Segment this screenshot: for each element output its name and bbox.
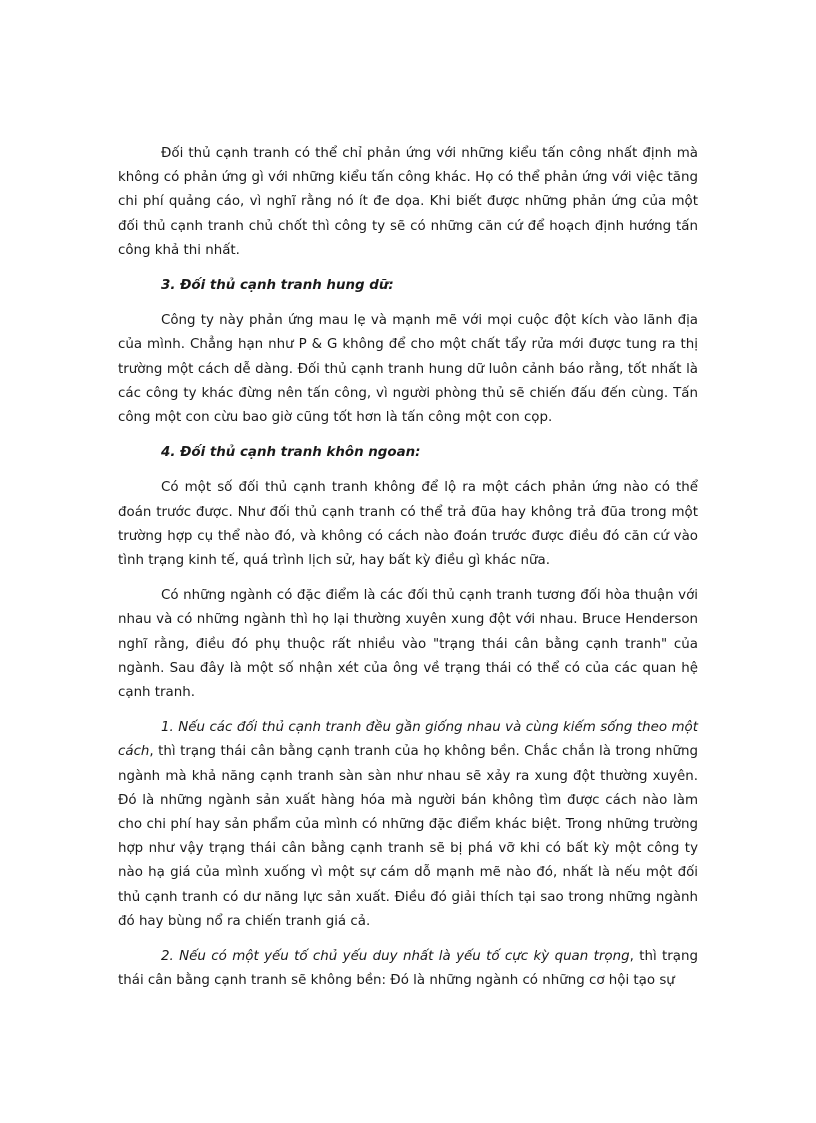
paragraph-unpredictable-competitor: Có một số đối thủ cạnh tranh không để lộ ra một cách phản ứng nào có thể đoán trước được. Như đối thủ cạnh tranh có thể trả đũa hay không trả đũa trong một trường hợp cụ thể nào đó, và không có cách nào đoán trước được điều đó căn cứ vào tình trạng kinh tế, quá trình lịch sử, hay bất kỳ điều gì khác nữa. xyxy=(118,480,698,569)
point-1-body: , thì trạng thái cân bằng cạnh tranh của họ không bền. Chắc chắn là trong những ngành mà khả năng cạnh tranh sàn sàn như nhau sẽ xảy ra xung đột thường xuyên. Đó là những ngành sản xuất hàng hóa mà người bán không tìm được cách nào làm cho chi phí hay sản phẩm của mình có những đặc điểm khác biệt. Trong những trường hợp như vậy trạng thái cân bằng cạnh tranh sẽ bị phá vỡ khi có bất kỳ một công ty nào hạ giá của mình xuống vì một sự cám dỗ mạnh mẽ nào đó, nhất là nếu một đối thủ cạnh tranh có dư năng lực sản xuất. Điều đó giải thích tại sao trong những ngành đó hay bùng nổ ra chiến tranh giá cả. xyxy=(118,744,698,929)
paragraph-competitor-reactions: Đối thủ cạnh tranh có thể chỉ phản ứng với những kiểu tấn công nhất định mà không có phản ứng gì với những kiểu tấn công khác. Họ có thể phản ứng với việc tăng chi phí quảng cáo, vì nghĩ rằng nó ít đe dọa. Khi biết được những phản ứng của một đối thủ cạnh tranh chủ chốt thì công ty sẽ có những căn cứ để hoạch định hướng tấn công khả thi nhất. xyxy=(118,146,698,258)
paragraph-point-1 xyxy=(118,716,698,934)
heading-clever-competitor: 4. Đối thủ cạnh tranh khôn ngoan: xyxy=(161,445,421,461)
paragraph-competitive-equilibrium: Có những ngành có đặc điểm là các đối thủ cạnh tranh tương đối hòa thuận với nhau và có những ngành thì họ lại thường xuyên xung đột với nhau. Bruce Henderson nghĩ rằng, điều đó phụ thuộc rất nhiều vào "trạng thái cân bằng cạnh tranh" của ngành. Sau đây là một số nhận xét của ông về trạng thái có thể có của các quan hệ cạnh tranh. xyxy=(118,588,698,701)
point-2-body: , thì trạng thái cân bằng cạnh tranh sẽ không bền: Đó là những ngành có những cơ hội tạo sự xyxy=(118,949,698,989)
paragraph-point-2 xyxy=(118,945,698,993)
point-1-italic-lead: 1. Nếu các đối thủ cạnh tranh đều gần giống nhau và cùng kiếm sống theo một cách xyxy=(118,720,698,760)
paragraph-aggressive-competitor: Công ty này phản ứng mau lẹ và mạnh mẽ với mọi cuộc đột kích vào lãnh địa của mình. Chẳng hạn như P & G không để cho một chất tẩy rửa mới được tung ra thị trường một cách dễ dàng. Đối thủ cạnh tranh hung dữ luôn cảnh báo rằng, tốt nhất là các công ty khác đừng nên tấn công, vì người phòng thủ sẽ chiến đấu đến cùng. Tấn công một con cừu bao giờ cũng tốt hơn là tấn công một con cọp. xyxy=(118,313,698,426)
point-2-italic-lead: 2. Nếu có một yếu tố chủ yếu duy nhất là yếu tố cực kỳ quan trọng xyxy=(161,949,630,965)
document-page xyxy=(118,142,698,1005)
heading-aggressive-competitor: 3. Đối thủ cạnh tranh hung dữ: xyxy=(161,278,394,294)
